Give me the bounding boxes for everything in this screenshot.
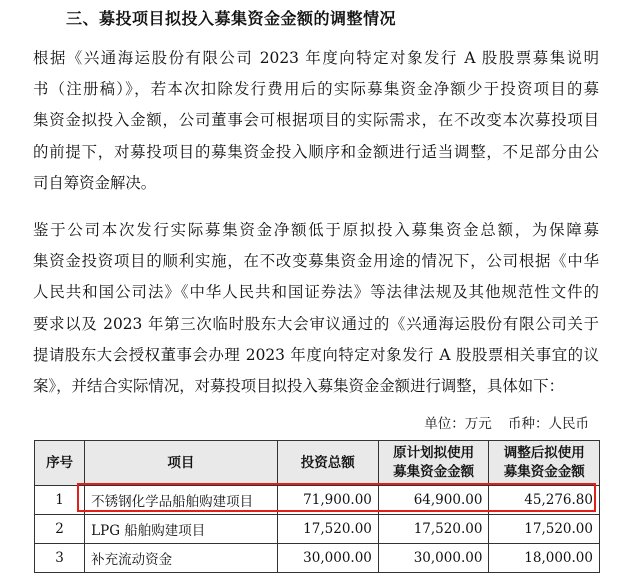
header-name: 项目 [85, 441, 277, 486]
paragraph-line: 司自筹资金解决。 [33, 173, 157, 192]
paragraph-line: 案》，并结合实际情况，对募投项目拟投入募集资金金额进行调整，具体如下： [33, 377, 564, 396]
header-no: 序号 [35, 441, 85, 486]
paragraph-line: 的前提下，对募投项目的募集资金投入顺序和金额进行适当调整，不足部分由公 [33, 142, 599, 161]
row-total: 17,520.00 [277, 515, 378, 544]
row-adjusted: 45,276.80 [489, 486, 600, 515]
table-row [35, 486, 600, 515]
currency-label: 币种：人民币 [508, 416, 589, 432]
paragraph-line: 集资金投资项目的顺利实施，在不改变募集资金用途的情况下，公司根据《中华 [33, 252, 599, 271]
row-no: 1 [35, 486, 85, 515]
header-original-line1: 原计划拟使用 [393, 445, 475, 461]
row-name: 不锈钢化学品船舶购建项目 [85, 486, 277, 515]
unit-label: 单位：万元 [424, 416, 492, 432]
row-name: LPG 船舶购建项目 [85, 515, 277, 544]
row-total: 71,900.00 [277, 486, 378, 515]
section-title: 三、募投项目拟投入募集资金金额的调整情况 [66, 9, 397, 28]
header-total: 投资总额 [277, 441, 378, 486]
paragraph-line: 书（注册稿）》，若本次扣除发行费用后的实际募集资金净额少于投资项目的募 [33, 80, 599, 99]
table-header-row [35, 441, 600, 486]
header-adjusted [489, 441, 600, 486]
table-row [35, 544, 600, 573]
row-no: 3 [35, 544, 85, 573]
row-original: 64,900.00 [378, 486, 489, 515]
header-original-line2: 募集资金金额 [393, 464, 475, 480]
header-original [378, 441, 489, 486]
header-adjusted-line1: 调整后拟使用 [503, 445, 585, 461]
paragraph-line: 人民共和国公司法》《中华人民共和国证券法》等法律法规及其他规范性文件的 [33, 283, 599, 302]
paragraph-line: 鉴于公司本次发行实际募集资金净额低于原拟投入募集资金总额，为保障募 [33, 221, 599, 239]
paragraph-line: 提请股东大会授权董事会办理 2023 年度向特定对象发行 A 股股票相关事宜的议 [33, 345, 599, 364]
row-adjusted: 18,000.00 [489, 544, 600, 573]
row-adjusted: 17,520.00 [489, 515, 600, 544]
paragraph-1 [33, 43, 599, 199]
paragraph-line: 要求以及 2023 年第三次临时股东大会审议通过的《兴通海运股份有限公司关于 [33, 314, 599, 333]
row-original: 17,520.00 [378, 515, 489, 544]
fund-adjustment-table [34, 440, 600, 573]
row-original: 30,000.00 [378, 544, 489, 573]
header-adjusted-line2: 募集资金金额 [503, 464, 585, 480]
row-name: 补充流动资金 [85, 544, 277, 573]
row-no: 2 [35, 515, 85, 544]
paragraph-line: 根据《兴通海运股份有限公司 2023 年度向特定对象发行 A 股股票募集说明 [33, 49, 599, 67]
row-total: 30,000.00 [277, 544, 378, 573]
unit-note [424, 412, 589, 432]
paragraph-line: 集资金拟投入金额，公司董事会可根据项目的实际需求，在不改变本次募投项目 [33, 111, 599, 130]
paragraph-2 [33, 215, 599, 402]
table-row [35, 515, 600, 544]
